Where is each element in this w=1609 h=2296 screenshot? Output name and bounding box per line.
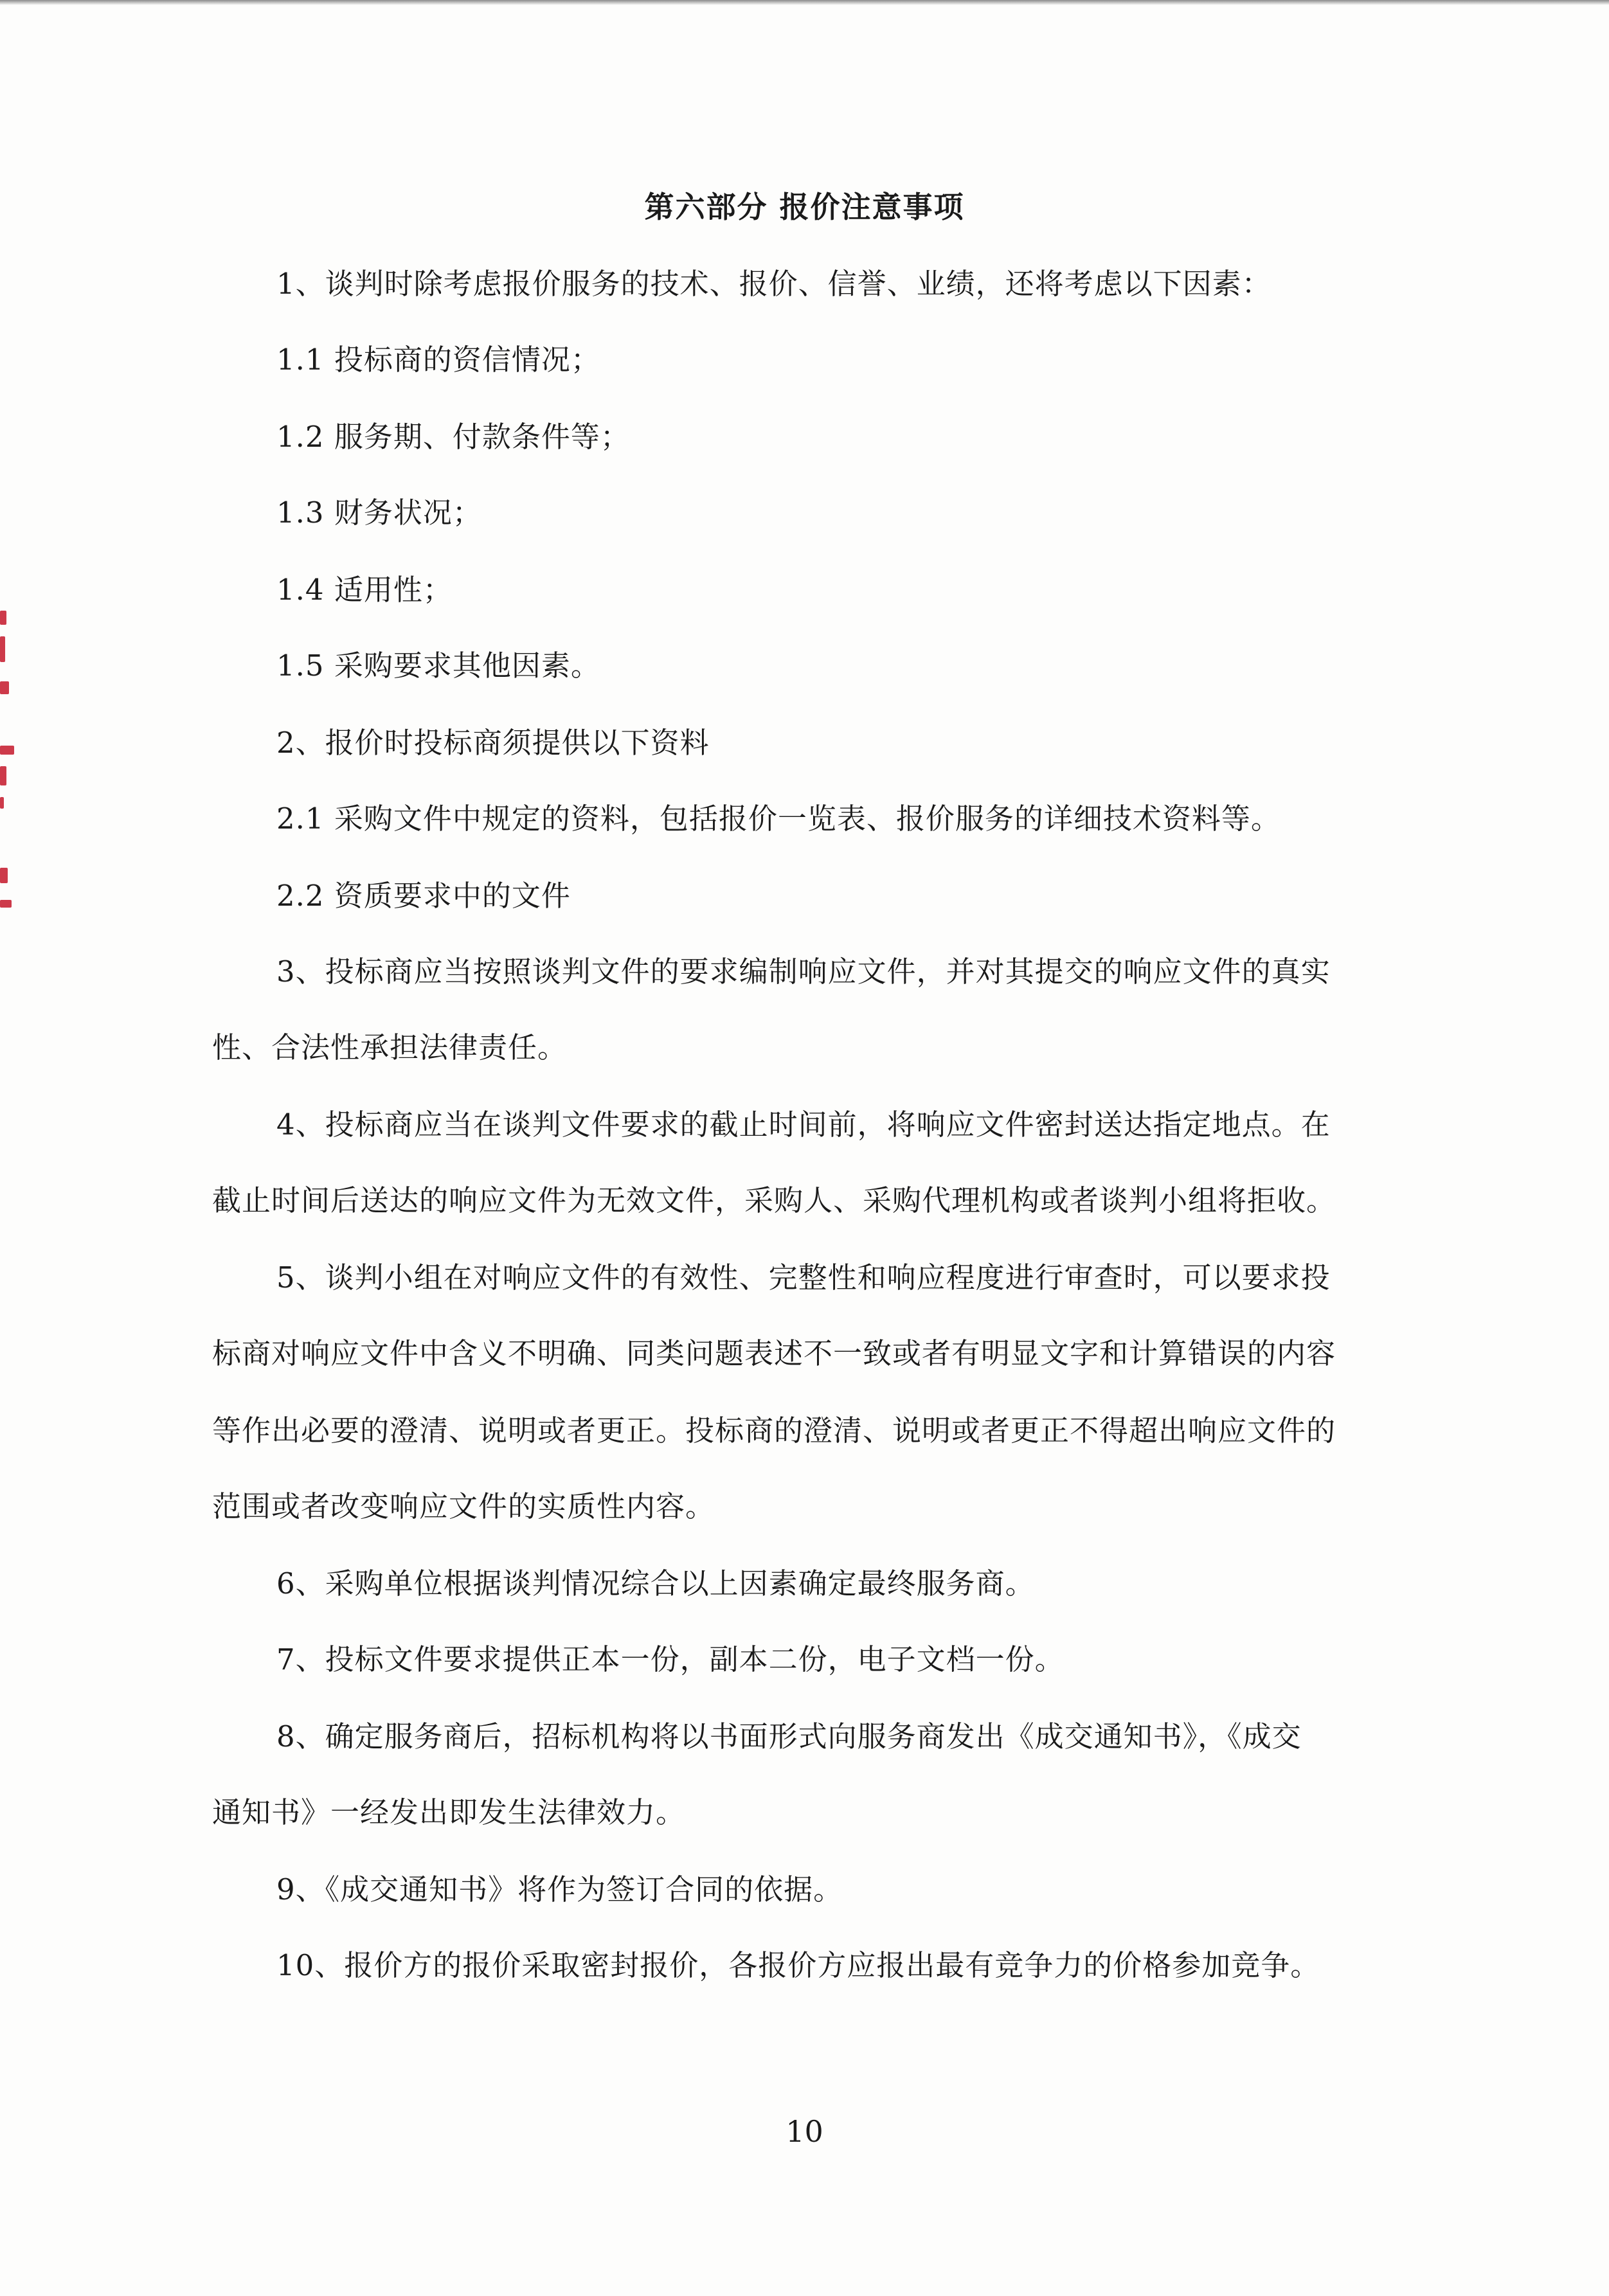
paragraph-line: 1.3 财务状况； xyxy=(276,496,482,530)
paragraph-line: 3、投标商应当按照谈判文件的要求编制响应文件，并对其提交的响应文件的真实 xyxy=(276,955,1331,989)
paragraph-line: 标商对响应文件中含义不明确、同类问题表述不一致或者有明显文字和计算错误的内容 xyxy=(212,1336,1336,1370)
paragraph-line: 性、合法性承担法律责任。 xyxy=(212,1030,568,1064)
paragraph-line: 4、投标商应当在谈判文件要求的截止时间前，将响应文件密封送达指定地点。在 xyxy=(276,1108,1331,1142)
paragraph-line: 10、报价方的报价采取密封报价，各报价方应报出最有竞争力的价格参加竞争。 xyxy=(276,1948,1320,1982)
paragraph-line: 范围或者改变响应文件的实质性内容。 xyxy=(212,1489,715,1523)
paragraph-line: 5、谈判小组在对响应文件的有效性、完整性和响应程度进行审查时，可以要求投 xyxy=(276,1260,1331,1295)
seal-stamp-fragment xyxy=(0,598,23,932)
section-title: 第六部分 报价注意事项 xyxy=(644,190,965,224)
scan-top-edge xyxy=(0,0,1609,5)
paragraph-line: 1.4 适用性； xyxy=(276,573,453,607)
paragraph-line: 6、采购单位根据谈判情况综合以上因素确定最终服务商。 xyxy=(276,1566,1035,1601)
paragraph-line: 截止时间后送达的响应文件为无效文件，采购人、采购代理机构或者谈判小组将拒收。 xyxy=(212,1183,1336,1217)
paragraph-line: 2.1 采购文件中规定的资料，包括报价一览表、报价服务的详细技术资料等。 xyxy=(276,802,1281,836)
paragraph-line: 2.2 资质要求中的文件 xyxy=(276,879,571,913)
paragraph-line: 7、投标文件要求提供正本一份，副本二份，电子文档一份。 xyxy=(276,1642,1065,1676)
paragraph-line: 等作出必要的澄清、说明或者更正。投标商的澄清、说明或者更正不得超出响应文件的 xyxy=(212,1413,1336,1448)
paragraph-line: 通知书》一经发出即发生法律效力。 xyxy=(212,1795,686,1829)
paragraph-line: 9、《成交通知书》将作为签订合同的依据。 xyxy=(276,1872,843,1906)
paragraph-line: 1.1 投标商的资信情况； xyxy=(276,343,600,377)
paragraph-line: 8、确定服务商后，招标机构将以书面形式向服务商发出《成交通知书》，《成交 xyxy=(276,1719,1302,1753)
paragraph-line: 1、谈判时除考虑报价服务的技术、报价、信誉、业绩，还将考虑以下因素： xyxy=(276,267,1272,301)
paragraph-line: 1.2 服务期、付款条件等； xyxy=(276,420,630,454)
paragraph-line: 2、报价时投标商须提供以下资料 xyxy=(276,726,710,760)
paragraph-line: 1.5 采购要求其他因素。 xyxy=(276,649,600,683)
page-number: 10 xyxy=(786,2114,823,2149)
